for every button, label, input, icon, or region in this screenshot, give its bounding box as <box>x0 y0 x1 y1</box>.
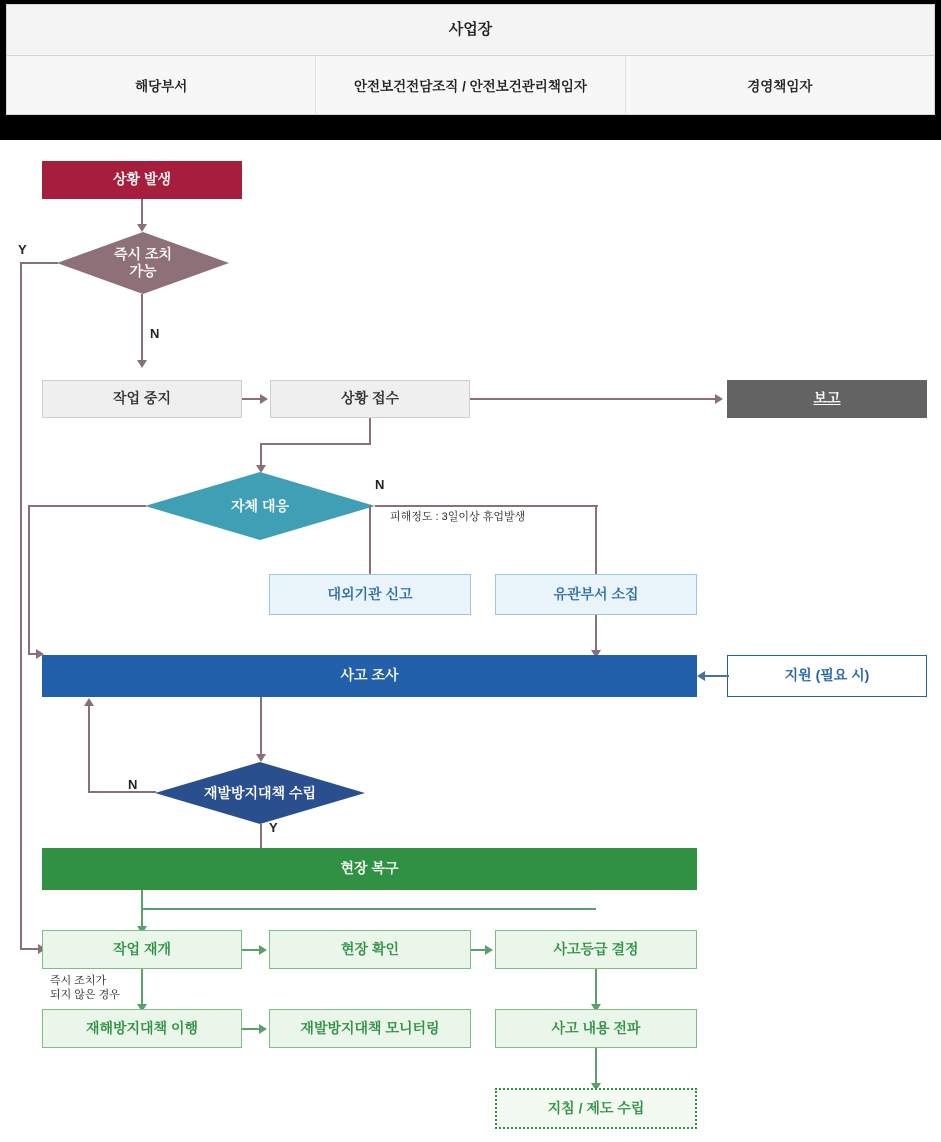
arrow-prevention-n-up <box>84 698 94 706</box>
node-guideline: 지침 / 제도 수립 <box>495 1088 697 1129</box>
line-receipt-left <box>260 443 371 445</box>
label-n-prevention: N <box>128 777 138 792</box>
node-support: 지원 (필요 시) <box>727 655 927 697</box>
node-report <box>727 380 927 418</box>
line-immediate-y-to-resume <box>20 948 40 950</box>
node-self-response-label: 자체 대응 <box>231 497 289 514</box>
node-disaster-measure: 재해방지대책 이행 <box>42 1009 242 1048</box>
node-accident-grade: 사고등급 결정 <box>495 930 697 969</box>
node-site-restore: 현장 복구 <box>42 848 697 890</box>
line-self-left-down <box>28 505 30 655</box>
label-n-self: N <box>375 477 385 492</box>
arrow-measure-to-monitoring <box>259 1024 267 1034</box>
header-title: 사업장 <box>7 5 934 56</box>
node-immediate-action <box>57 232 229 294</box>
header-columns <box>7 56 934 114</box>
node-monitoring: 재발방지대책 모니터링 <box>269 1009 471 1048</box>
line-self-left <box>28 505 146 507</box>
line-resume-to-measure <box>141 969 143 1008</box>
header-col-safety-org: 안전보건전담조직 / 안전보건관리책임자 <box>315 56 624 114</box>
arrow-resume-to-check <box>259 945 267 955</box>
line-to-external-report <box>369 505 371 576</box>
note-damage-level: 피해정도 : 3일이상 휴업발생 <box>390 511 526 523</box>
note-resume-condition: 즉시 조치가 되지 않은 경우 <box>50 975 120 1002</box>
node-start: 상황 발생 <box>42 161 242 199</box>
arrow-receipt-to-report <box>715 394 723 404</box>
flowchart-canvas <box>0 140 941 1142</box>
line-stop-to-receipt <box>242 398 262 400</box>
node-spread-info: 사고 내용 전파 <box>495 1009 697 1048</box>
line-investigation-to-prevention <box>260 697 262 756</box>
header-table <box>6 4 935 115</box>
line-immediate-y-down <box>20 262 22 950</box>
arrow-investigation-to-prevention <box>256 754 266 762</box>
node-prevention-plan-label: 재발방지대책 수립 <box>203 784 317 801</box>
line-restore-horizontal <box>141 908 596 910</box>
line-restore-down <box>141 890 143 910</box>
node-work-resume: 작업 재개 <box>42 930 242 969</box>
label-y-prevention: Y <box>269 820 278 835</box>
line-to-self-response <box>260 443 262 467</box>
node-self-response <box>145 472 375 540</box>
line-start-to-immediate <box>141 199 143 226</box>
line-immediate-n <box>141 294 143 362</box>
line-prevention-n-up <box>88 706 90 793</box>
node-immediate-action-label: 즉시 조치 가능 <box>114 246 172 279</box>
label-y-immediate: Y <box>18 242 27 257</box>
node-report-label: 보고 <box>813 390 841 407</box>
node-situation-receipt: 상황 접수 <box>270 380 470 418</box>
header-col-department: 해당부서 <box>7 56 315 114</box>
line-to-gather <box>595 505 597 576</box>
line-gather-to-investigation <box>595 615 597 655</box>
header-col-management: 경영책임자 <box>625 56 934 114</box>
line-spread-to-guideline <box>595 1048 597 1087</box>
line-support-to-investigation <box>705 675 729 677</box>
arrow-immediate-n <box>137 360 147 368</box>
arrow-stop-to-receipt <box>260 394 268 404</box>
line-self-n-right <box>375 505 598 507</box>
node-work-stop: 작업 중지 <box>42 380 242 418</box>
node-accident-investigation: 사고 조사 <box>42 655 697 697</box>
label-n-immediate: N <box>150 326 160 341</box>
line-prevention-n <box>88 791 156 793</box>
arrow-start-to-immediate <box>137 224 147 232</box>
arrow-support-to-investigation <box>697 671 705 681</box>
node-external-report: 대외기관 신고 <box>269 574 471 615</box>
line-grade-to-spread <box>595 969 597 1008</box>
line-receipt-to-report <box>470 398 717 400</box>
line-immediate-y <box>20 262 58 264</box>
node-prevention-plan <box>155 762 365 824</box>
node-gather-departments: 유관부서 소집 <box>495 574 697 615</box>
node-site-check: 현장 확인 <box>269 930 471 969</box>
line-receipt-down <box>369 418 371 445</box>
arrow-check-to-grade <box>485 945 493 955</box>
